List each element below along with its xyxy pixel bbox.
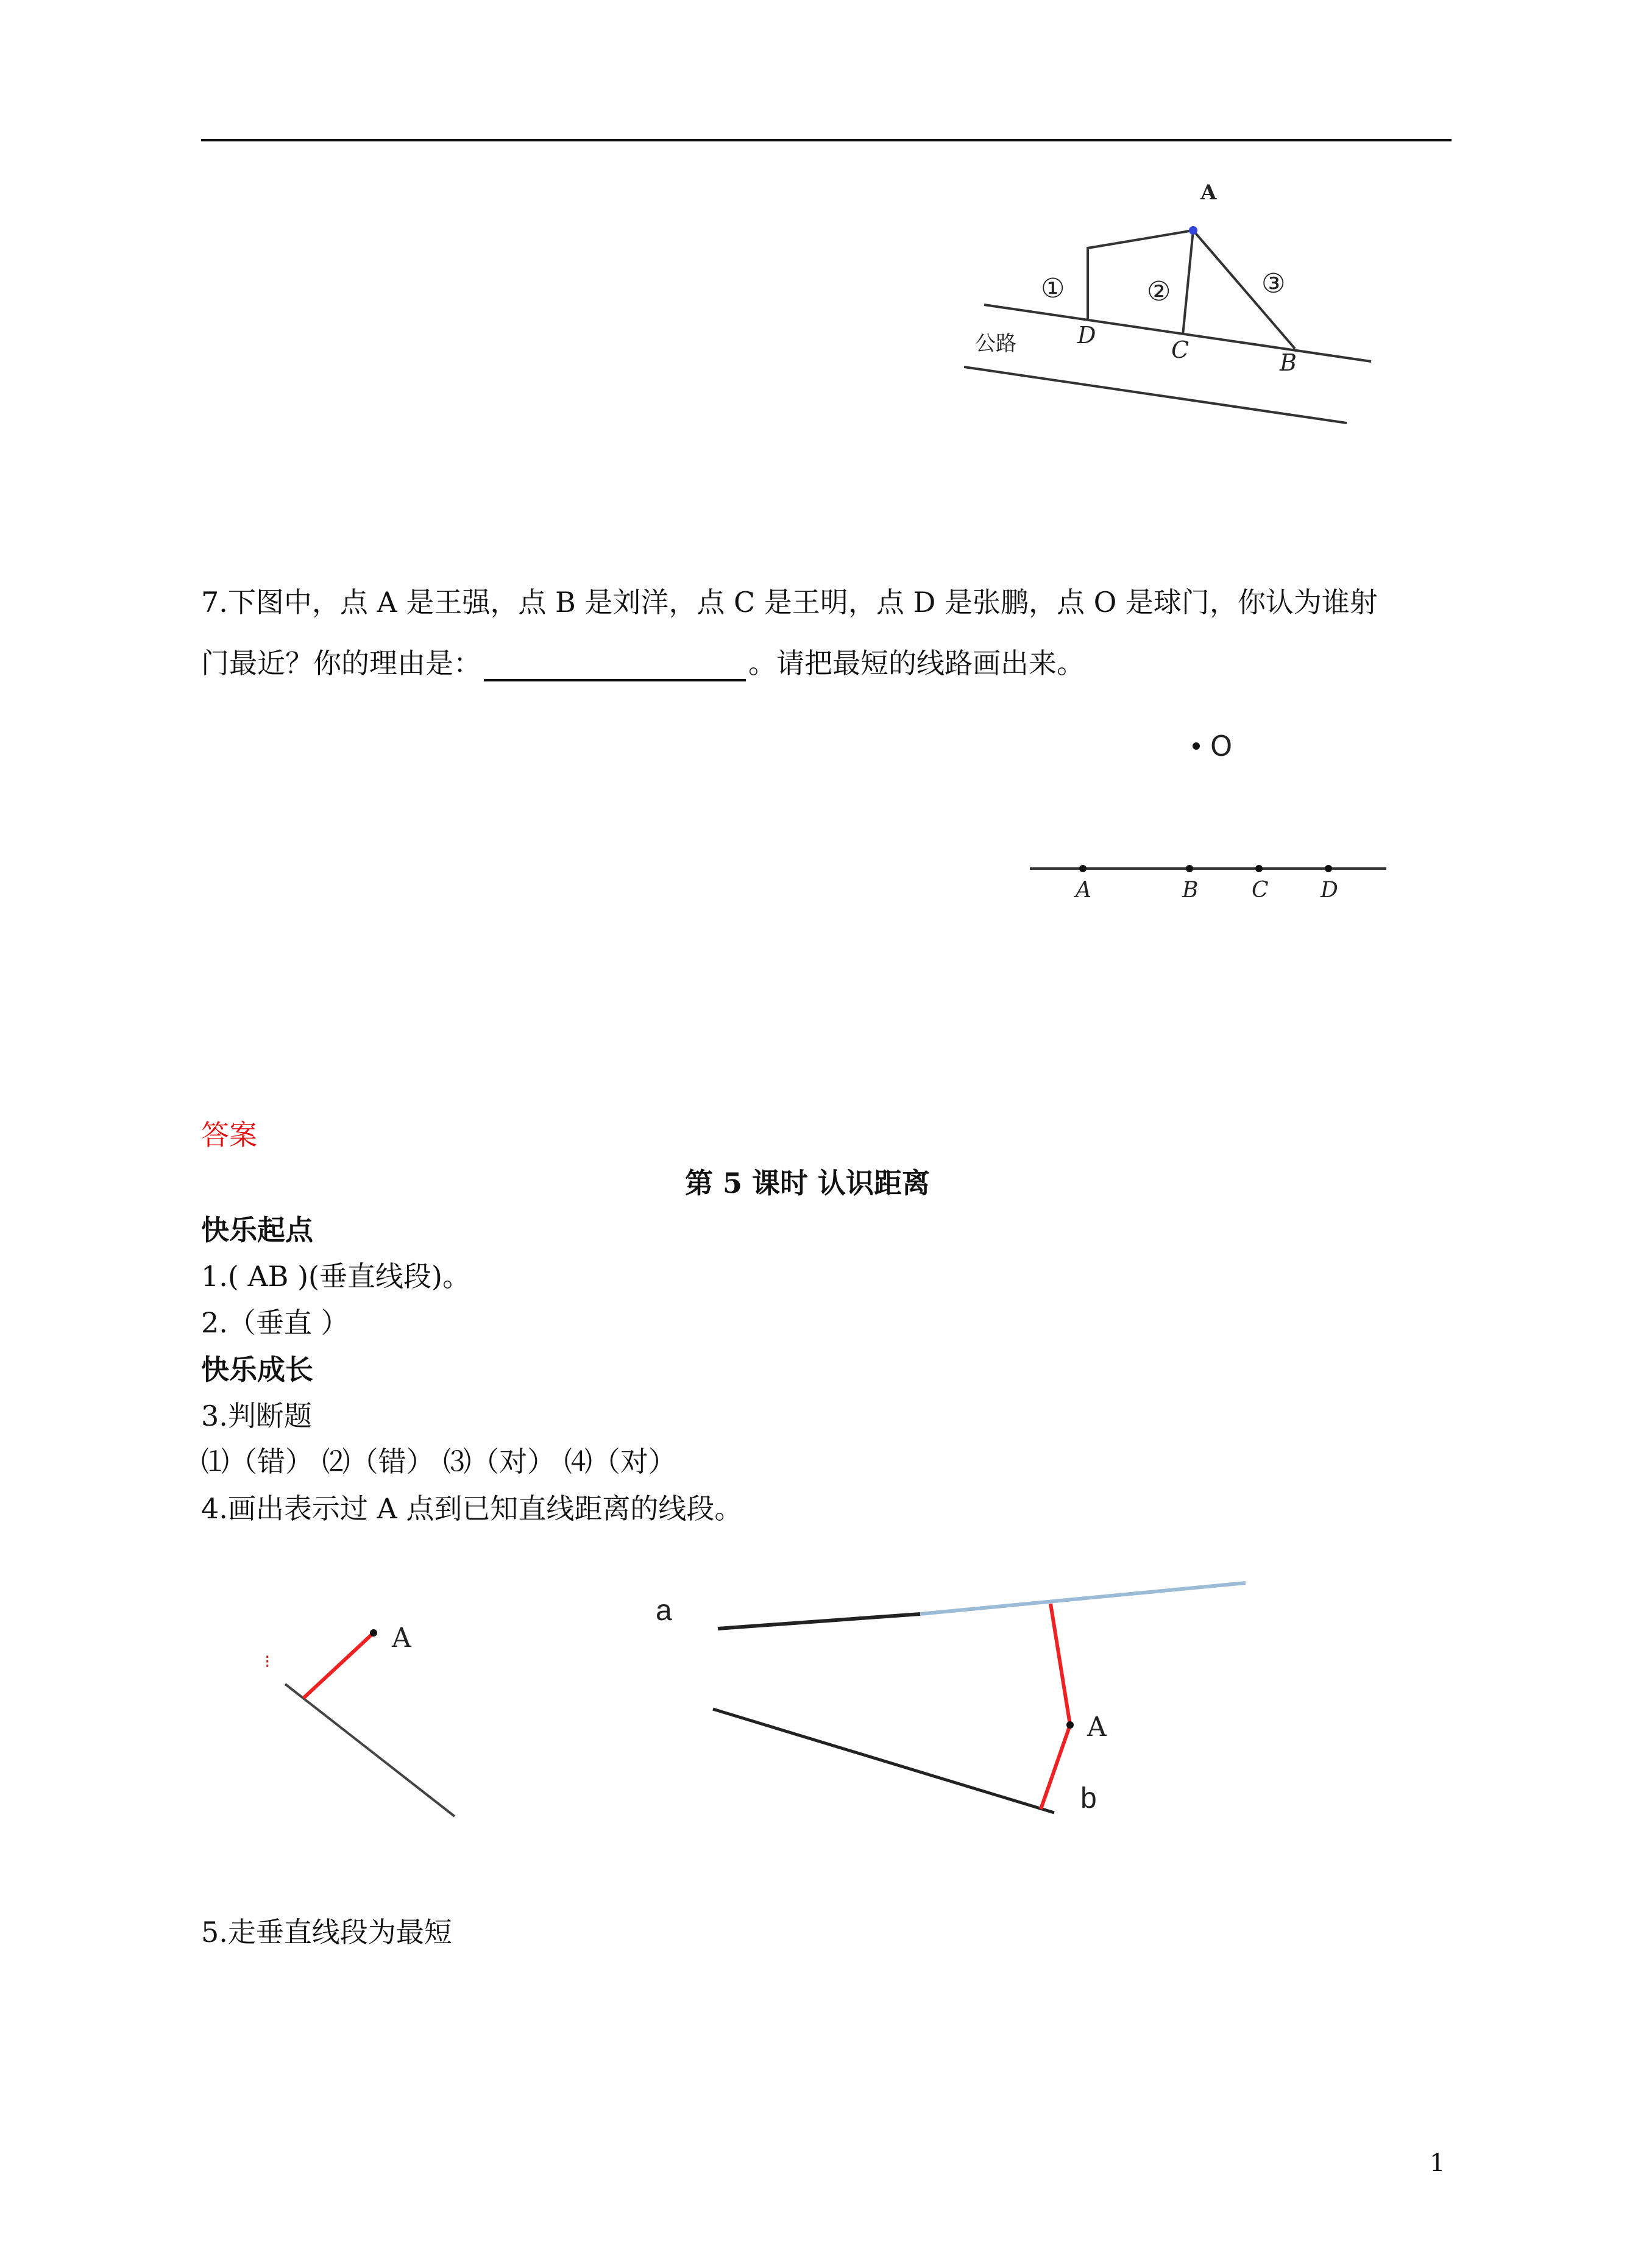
q7-line1: 7.下图中，点 A 是王强，点 B 是刘洋，点 C 是王明，点 D 是张鹏，点 O 是球门，你认为谁射 (201, 586, 1378, 619)
point-a-dot (1079, 865, 1087, 872)
answer-2: 2.（垂直 ） (201, 1306, 349, 1339)
answer-1: 1.( AB )(垂直线段)。 (201, 1260, 470, 1293)
answer-blank[interactable] (484, 650, 746, 681)
left-point-a-label: A (392, 1623, 411, 1654)
section-kuaile-qidian: 快乐起点 (201, 1214, 313, 1246)
left-perpendicular (303, 1633, 374, 1698)
path-2-label: ② (1147, 276, 1171, 307)
answer-4: 4.画出表示过 A 点到已知直线距离的线段。 (201, 1492, 743, 1525)
answer-3-items: ⑴（错） ⑵（错） ⑶（对） ⑷（对） (201, 1445, 676, 1478)
header-rule (201, 139, 1452, 141)
point-b-label: B (1182, 878, 1199, 903)
point-a-label: A (1076, 878, 1091, 903)
goal-figure (1018, 719, 1395, 914)
q7-line2 (201, 645, 1085, 681)
path-1 (1088, 230, 1193, 321)
perpendicular-to-a (1051, 1604, 1070, 1725)
left-mark: ⁝ (264, 1651, 271, 1673)
right-point-a-dot (1066, 1721, 1074, 1729)
q7-line2-before: 门最近？你的理由是： (201, 647, 481, 680)
goal-label: O (1210, 730, 1233, 763)
perpendicular-to-b (1041, 1725, 1070, 1809)
left-point-a-dot (370, 1629, 377, 1637)
road-figure (951, 171, 1389, 445)
point-c-label: C (1171, 336, 1190, 363)
q7-line2-after: 。请把最短的线路画出来。 (748, 647, 1085, 680)
page-number: 1 (1430, 2149, 1445, 2177)
point-d-label: D (1077, 322, 1096, 349)
road-label: 公路 (975, 332, 1016, 356)
point-b-dot (1186, 865, 1193, 872)
point-a-dot (1189, 226, 1197, 235)
path-3-label: ③ (1261, 268, 1286, 299)
path-2 (1183, 230, 1193, 335)
right-point-a-label: A (1087, 1712, 1107, 1743)
answer-heading: 答案 (201, 1118, 257, 1151)
left-given-line (285, 1684, 455, 1816)
answer-5: 5.走垂直线段为最短 (201, 1916, 452, 1949)
point-d-dot (1325, 865, 1332, 872)
path-1-label: ① (1041, 273, 1065, 304)
point-b-label: B (1280, 349, 1297, 376)
answer-4-figure (244, 1548, 1268, 1841)
answer-3: 3.判断题 (201, 1399, 312, 1432)
point-c-dot (1255, 865, 1263, 872)
line-b (713, 1709, 1054, 1813)
section-kuaile-chengzhang: 快乐成长 (201, 1353, 313, 1386)
line-a-dark (718, 1614, 920, 1629)
line-a-extension (920, 1583, 1246, 1614)
point-a-label: A (1200, 180, 1217, 205)
answer-title: 第 5 课时 认识距离 (685, 1167, 931, 1200)
goal-dot (1193, 742, 1200, 750)
point-c-label: C (1252, 878, 1269, 903)
point-d-label: D (1321, 878, 1338, 903)
line-a-label: a (656, 1594, 672, 1627)
line-b-label: b (1080, 1782, 1097, 1815)
